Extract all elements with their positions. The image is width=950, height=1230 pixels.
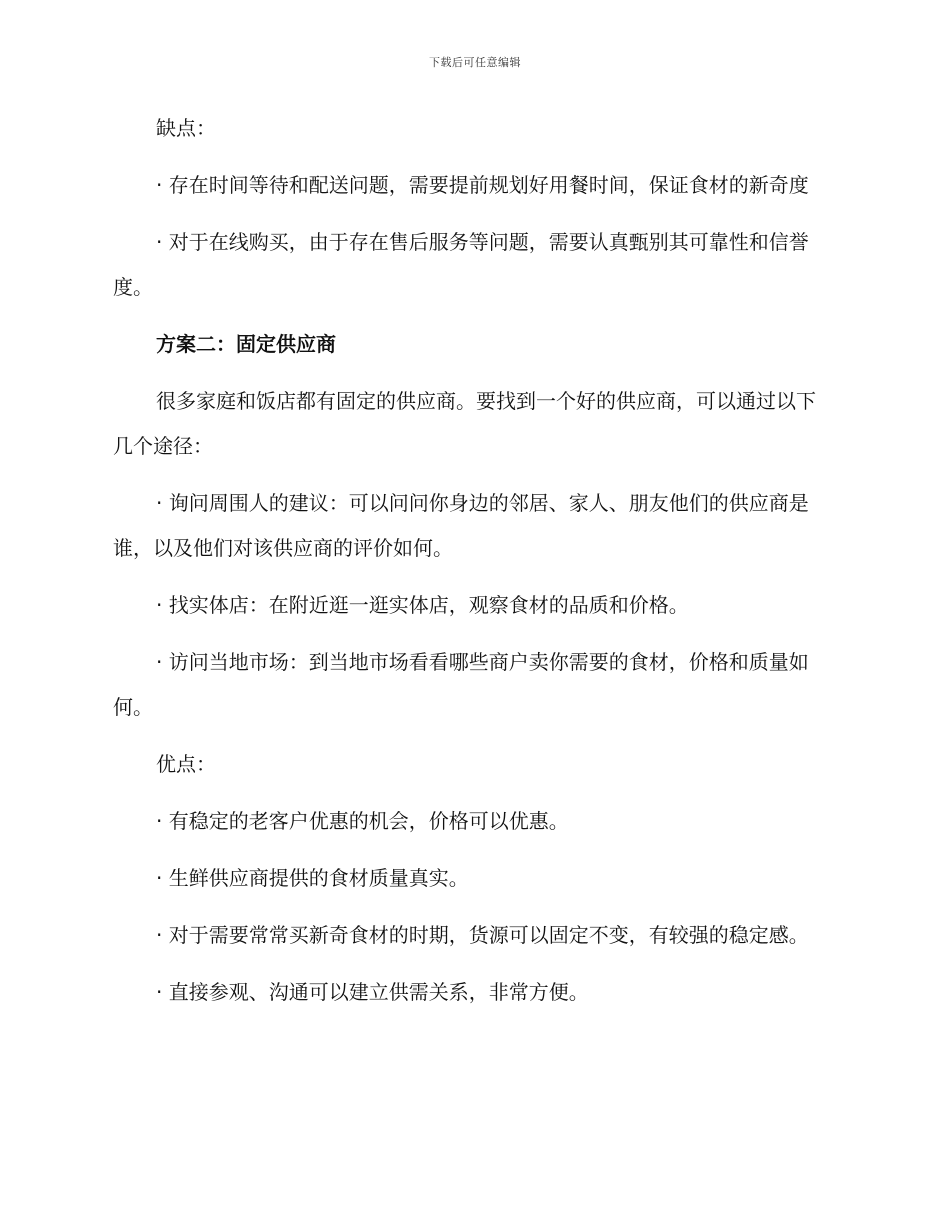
header-note: 下载后可任意编辑: [429, 56, 521, 69]
paragraph-pros-stable: · 对于需要常常买新奇食材的时期，货源可以固定不变，有较强的稳定感。: [156, 923, 809, 947]
paragraph-cons-online: · 对于在线购买，由于存在售后服务等问题，需要认真甄别其可靠性和信誉度。: [113, 230, 809, 299]
document-body: [113, 106, 831, 1027]
paragraph-local-market: · 访问当地市场：到当地市场看看哪些商户卖你需要的食材，价格和质量如何。: [113, 650, 809, 719]
paragraph-cons-label: 缺点：: [156, 116, 216, 140]
paragraph-physical-store: · 找实体店：在附近逛一逛实体店，观察食材的品质和价格。: [156, 593, 689, 617]
paragraph-plan-two-intro: 很多家庭和饭店都有固定的供应商。要找到一个好的供应商，可以通过以下几个途径：: [113, 389, 816, 458]
paragraph-ask-neighbors: · 询问周围人的建议：可以问问你身边的邻居、家人、朋友他们的供应商是谁，以及他们对该供应商的评价如何。: [113, 491, 809, 560]
paragraph-pros-label: 优点：: [156, 752, 216, 776]
paragraph-pros-discount: · 有稳定的老客户优惠的机会，价格可以优惠。: [156, 809, 569, 833]
section-heading-plan-two: 方案二：固定供应商: [156, 332, 336, 356]
paragraph-pros-quality: · 生鲜供应商提供的食材质量真实。: [156, 866, 469, 890]
paragraph-cons-wait: · 存在时间等待和配送问题，需要提前规划好用餐时间，保证食材的新奇度: [156, 173, 809, 197]
paragraph-pros-direct: · 直接参观、沟通可以建立供需关系，非常方便。: [156, 980, 589, 1004]
